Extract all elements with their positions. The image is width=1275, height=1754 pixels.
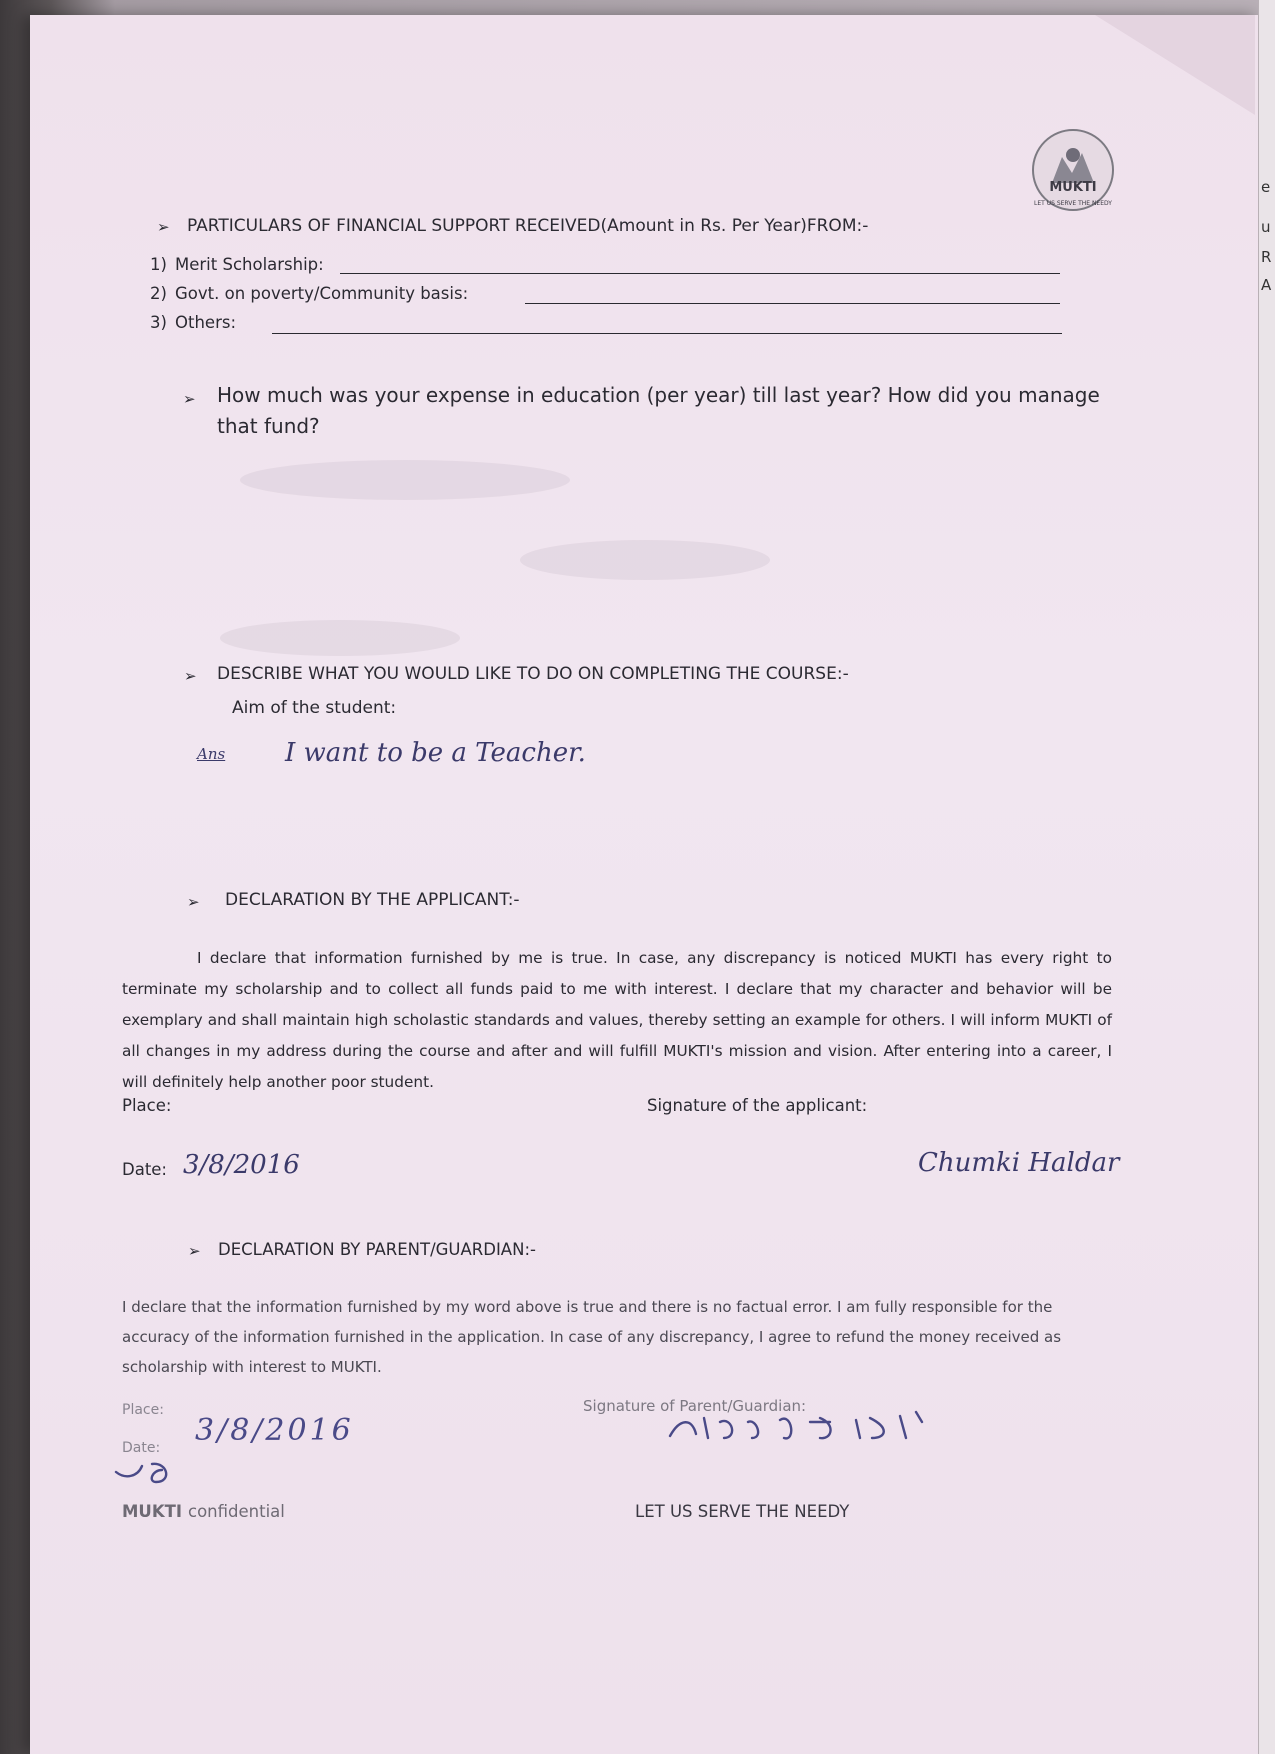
answer-prefix: Ans bbox=[197, 745, 226, 763]
page-corner-fold bbox=[1095, 15, 1255, 115]
svg-text:MUKTI: MUKTI bbox=[1049, 180, 1097, 195]
document-page bbox=[30, 15, 1260, 1754]
bullet-arrow-icon: ➢ bbox=[184, 667, 197, 685]
pen-scribble-image bbox=[112, 1450, 192, 1490]
applicant-declaration-heading: DECLARATION BY THE APPLICANT:- bbox=[225, 890, 520, 910]
footer-tagline: LET US SERVE THE NEEDY bbox=[635, 1502, 850, 1521]
applicant-signature-label: Signature of the applicant: bbox=[647, 1096, 868, 1115]
merit-scholarship-label: Merit Scholarship: bbox=[175, 255, 324, 274]
parent-declaration-heading: DECLARATION BY PARENT/GUARDIAN:- bbox=[218, 1240, 536, 1259]
applicant-signature-handwritten: Chumki Haldar bbox=[918, 1148, 1120, 1178]
svg-text:LET US SERVE THE NEEDY: LET US SERVE THE NEEDY bbox=[1034, 200, 1112, 207]
footer-brand: MUKTI bbox=[122, 1502, 182, 1521]
parent-date-label: Date: bbox=[122, 1440, 161, 1456]
expense-question-line1: How much was your expense in education (per year) till last year? How did you manage bbox=[217, 383, 1100, 407]
bullet-arrow-icon: ➢ bbox=[183, 390, 196, 408]
mukti-logo bbox=[1028, 125, 1118, 215]
merit-scholarship-field[interactable] bbox=[340, 273, 1060, 274]
item-number: 3) bbox=[150, 313, 167, 332]
bullet-arrow-icon: ➢ bbox=[187, 893, 200, 911]
applicant-declaration-text: I declare that information furnished by me is true. In case, any discrepancy is noticed MUKTI has every right to terminate my scholarship and to collect all funds paid to me with interest. I declare that my character and behavior will be exemplary and shall maintain high scholastic standards and values, thereby setting an example for others. I will inform MUKTI of all changes in my address during the course and after and will fulfill MUKTI's mission and vision. After entering into a career, I will definitely help another poor student. bbox=[122, 949, 1112, 1091]
applicant-place-label: Place: bbox=[122, 1096, 172, 1115]
parent-signature-label: Signature of Parent/Guardian: bbox=[583, 1397, 807, 1415]
bullet-arrow-icon: ➢ bbox=[157, 218, 170, 236]
others-label: Others: bbox=[175, 313, 237, 332]
item-number: 2) bbox=[150, 284, 167, 303]
parent-signature-handwritten-image bbox=[660, 1398, 960, 1448]
aim-answer-handwritten: I want to be a Teacher. bbox=[285, 738, 586, 768]
others-field[interactable] bbox=[272, 333, 1062, 334]
expense-question-line2: that fund? bbox=[217, 414, 320, 438]
parent-declaration-text: I declare that the information furnished by my word above is true and there is no factual error. I am fully responsible for the accuracy of the information furnished in the application. In case of any discrepancy, I agree to refund the money received as scholarship with interest to MUKTI. bbox=[122, 1298, 1062, 1376]
aim-label: Aim of the student: bbox=[232, 698, 397, 718]
financial-heading: PARTICULARS OF FINANCIAL SUPPORT RECEIVED(Amount in Rs. Per Year)FROM:- bbox=[187, 216, 869, 236]
parent-date-handwritten: 3/8/2016 bbox=[195, 1413, 354, 1448]
applicant-date-handwritten: 3/8/2016 bbox=[183, 1150, 300, 1180]
footer-confidential: confidential bbox=[188, 1502, 285, 1521]
course-heading: DESCRIBE WHAT YOU WOULD LIKE TO DO ON COMPLETING THE COURSE:- bbox=[217, 664, 849, 684]
bullet-arrow-icon: ➢ bbox=[188, 1242, 201, 1260]
govt-support-label: Govt. on poverty/Community basis: bbox=[175, 284, 469, 303]
parent-place-label: Place: bbox=[122, 1402, 164, 1418]
govt-support-field[interactable] bbox=[525, 303, 1060, 304]
item-number: 1) bbox=[150, 255, 167, 274]
applicant-date-label: Date: bbox=[122, 1160, 167, 1179]
